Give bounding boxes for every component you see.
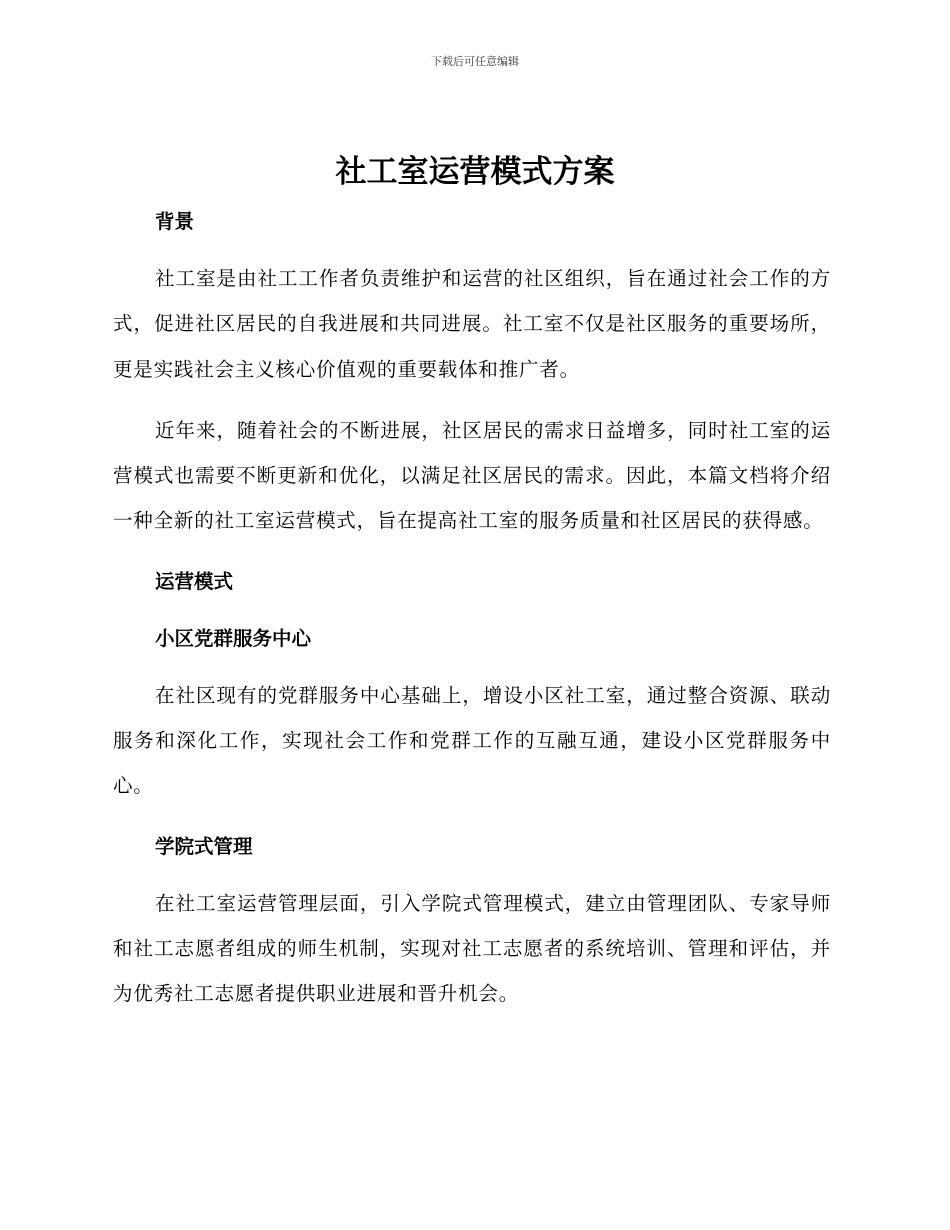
section-heading-service-center: 小区党群服务中心 [155, 626, 312, 650]
paragraph-background-1: 社工室是由社工工作者负责维护和运营的社区组织，旨在通过社会工作的方式，促进社区居民的自我进展和共同进展。社工室不仅是社区服务的重要场所，更是实践社会主义核心价值观的重要载体和推广者。 [113, 267, 831, 381]
paragraph-service-center: 在社区现有的党群服务中心基础上，增设小区社工室，通过整合资源、联动服务和深化工作，实现社会工作和党群工作的互融互通，建设小区党群服务中心。 [113, 683, 831, 798]
paragraph-background-2: 近年来，随着社会的不断进展，社区居民的需求日益增多，同时社工室的运营模式也需要不断更新和优化，以满足社区居民的需求。因此，本篇文档将介绍一种全新的社工室运营模式，旨在提高社工室的服务质量和社区居民的获得感。 [113, 418, 831, 533]
document-title: 社工室运营模式方案 [335, 154, 615, 190]
section-heading-background: 背景 [155, 210, 195, 233]
paragraph-academy-management: 在社工室运营管理层面，引入学院式管理模式，建立由管理团队、专家导师和社工志愿者组成的师生机制，实现对社工志愿者的系统培训、管理和评估，并为优秀社工志愿者提供职业进展和晋升机会。 [113, 891, 831, 1006]
document-body [113, 200, 831, 1017]
section-heading-academy-management: 学院式管理 [155, 834, 253, 858]
page-header: 下载后可任意编辑 [431, 55, 519, 68]
section-heading-operation-mode: 运营模式 [155, 569, 234, 593]
